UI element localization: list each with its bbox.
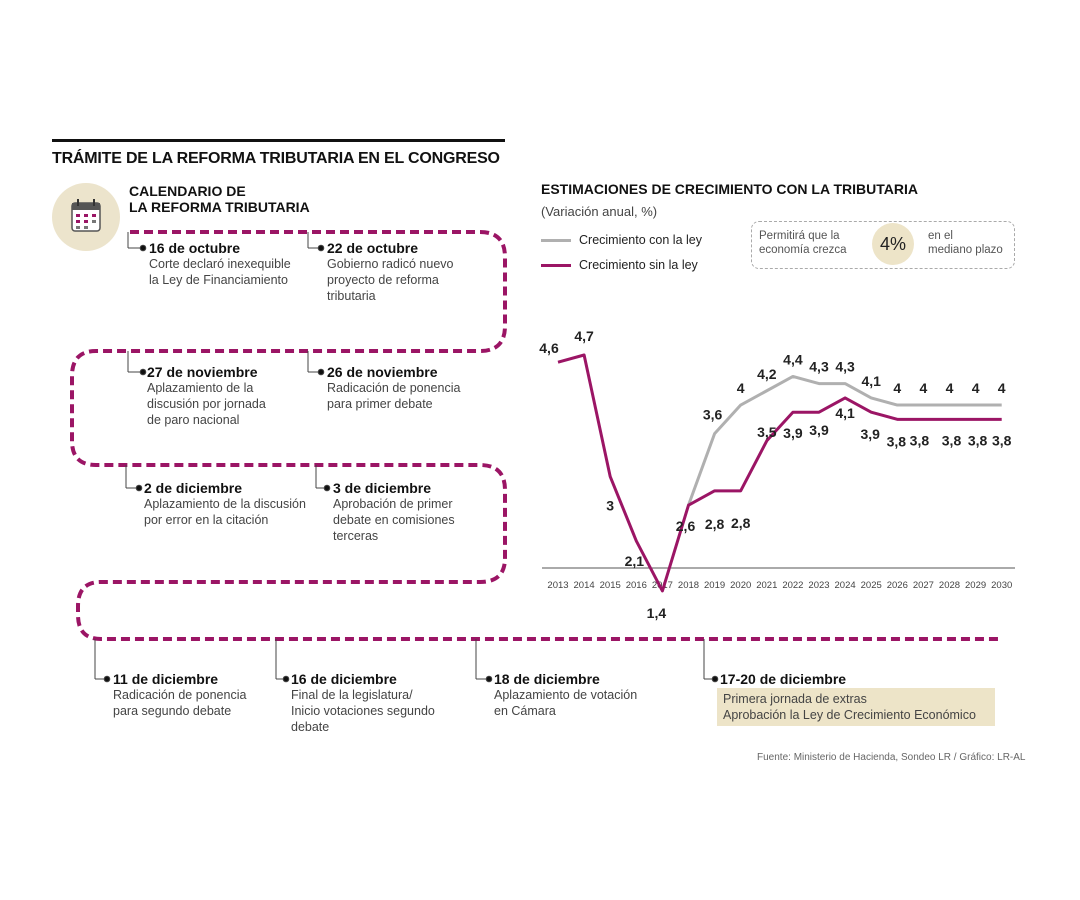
event-date: 26 de noviembre (327, 364, 438, 380)
event-date: 11 de diciembre (113, 671, 219, 687)
callout-text-right: en el mediano plazo (928, 230, 1003, 256)
data-label: 2,8 (730, 514, 751, 531)
x-tick-label: 2020 (730, 580, 752, 591)
event-desc: Gobierno radicó nuevo proyecto de reforma tributaria (327, 257, 454, 303)
event-desc: Corte declaró inexequible la Ley de Financiamiento (149, 257, 291, 287)
event-date: 16 de octubre (149, 240, 241, 256)
event-date: 16 de diciembre (291, 671, 397, 687)
x-tick-label: 2027 (912, 580, 934, 591)
data-label: 2,1 (624, 552, 645, 569)
data-label: 4,3 (835, 358, 855, 375)
event-4 (327, 364, 460, 412)
x-tick-label: 2013 (547, 580, 569, 591)
calendar-title-line: LA REFORMA TRIBUTARIA (129, 199, 310, 215)
event-3 (147, 364, 266, 428)
event-date: 22 de octubre (327, 240, 419, 256)
x-tick-label: 2014 (573, 580, 595, 591)
data-label: 4 (997, 380, 1006, 397)
event-9 (494, 671, 637, 719)
legend-label: Crecimiento sin la ley (579, 258, 698, 272)
data-label: 3 (606, 497, 615, 514)
calendar-title-line: CALENDARIO DE (129, 183, 246, 199)
event-date: 2 de diciembre (144, 480, 243, 496)
data-label: 2,6 (675, 518, 696, 535)
data-label: 4 (971, 380, 980, 397)
page-title: TRÁMITE DE LA REFORMA TRIBUTARIA EN EL CONGRESO (52, 150, 500, 167)
legend-item-sin-ley (541, 258, 698, 272)
x-tick-label: 2029 (965, 580, 987, 591)
event-8 (291, 671, 435, 735)
event-date: 3 de diciembre (333, 480, 432, 496)
x-tick-label: 2024 (834, 580, 856, 591)
data-label: 4 (736, 380, 745, 397)
growth-line-chart (539, 300, 1020, 621)
x-tick-label: 2030 (991, 580, 1013, 591)
data-label: 4 (893, 380, 902, 397)
data-label: 3,9 (783, 425, 803, 442)
callout-text-left: Permitirá que la economía crezca (759, 230, 847, 256)
event-desc-highlight: Primera jornada de extras Aprobación la Ley de Crecimiento Económico (717, 688, 995, 726)
event-7 (113, 671, 246, 719)
data-label: 4 (919, 380, 928, 397)
x-tick-label: 2023 (808, 580, 830, 591)
data-label: 3,9 (809, 422, 829, 439)
data-label: 4,2 (757, 365, 777, 382)
x-tick-label: 2019 (704, 580, 726, 591)
data-label: 4 (945, 380, 954, 397)
event-2 (327, 240, 453, 304)
x-tick-label: 2017 (651, 580, 673, 591)
calendar-icon (52, 183, 120, 251)
event-5 (144, 480, 306, 528)
data-label: 3,5 (757, 423, 777, 440)
calendar-badge (52, 183, 120, 251)
x-tick-label: 2018 (677, 580, 700, 591)
x-tick-label: 2026 (886, 580, 908, 591)
calendar-title (129, 183, 310, 215)
data-label: 2,8 (704, 515, 725, 532)
legend-label: Crecimiento con la ley (579, 233, 702, 247)
x-tick-label: 2025 (860, 580, 882, 591)
x-tick-label: 2022 (782, 580, 804, 591)
data-label: 3,8 (967, 432, 988, 449)
event-date: 27 de noviembre (147, 364, 258, 380)
event-desc: Aplazamiento de la discusión por error en la citación (144, 497, 306, 527)
legend-swatch (541, 239, 571, 242)
event-desc: Final de la legislatura/ Inicio votaciones segundo debate (291, 688, 435, 734)
event-desc: Aprobación de primer debate en comisiones terceras (333, 497, 455, 543)
event-6 (333, 480, 455, 544)
legend-swatch (541, 264, 571, 267)
data-label: 4,1 (861, 372, 881, 389)
x-tick-label: 2028 (938, 580, 961, 591)
x-tick-label: 2021 (756, 580, 778, 591)
data-label: 3,6 (702, 406, 723, 423)
event-desc: Aplazamiento de votación en Cámara (494, 688, 638, 718)
data-label: 4,4 (783, 351, 803, 368)
data-label: 4,6 (539, 340, 559, 357)
data-label: 4,3 (809, 358, 829, 375)
x-tick-label: 2015 (599, 580, 621, 591)
data-label: 3,8 (991, 432, 1012, 449)
chart-subtitle: (Variación anual, %) (541, 204, 658, 219)
event-desc: Radicación de ponencia para primer debate (327, 381, 461, 411)
source-note: Fuente: Ministerio de Hacienda, Sondeo LR / Gráfico: LR-AL (757, 752, 1026, 763)
event-desc: Aplazamiento de la discusión por jornada de paro nacional (147, 381, 266, 427)
chart-title: ESTIMACIONES DE CRECIMIENTO CON LA TRIBUTARIA (541, 181, 918, 197)
event-date: 18 de diciembre (494, 671, 600, 687)
event-1 (149, 240, 291, 288)
data-label: 4,7 (574, 328, 594, 344)
data-label: 3,9 (860, 426, 880, 443)
event-desc: Radicación de ponencia para segundo debate (113, 688, 247, 718)
data-label: 3,8 (909, 432, 930, 449)
data-label: 3,8 (941, 432, 962, 449)
callout-value: 4% (872, 223, 914, 265)
data-label: 3,8 (886, 433, 907, 450)
event-10 (720, 671, 995, 726)
data-label: 1,4 (646, 604, 667, 621)
event-date: 17-20 de diciembre (720, 671, 847, 687)
x-tick-label: 2016 (625, 580, 647, 591)
data-label: 4,1 (835, 404, 855, 421)
legend-item-con-ley (541, 233, 702, 247)
